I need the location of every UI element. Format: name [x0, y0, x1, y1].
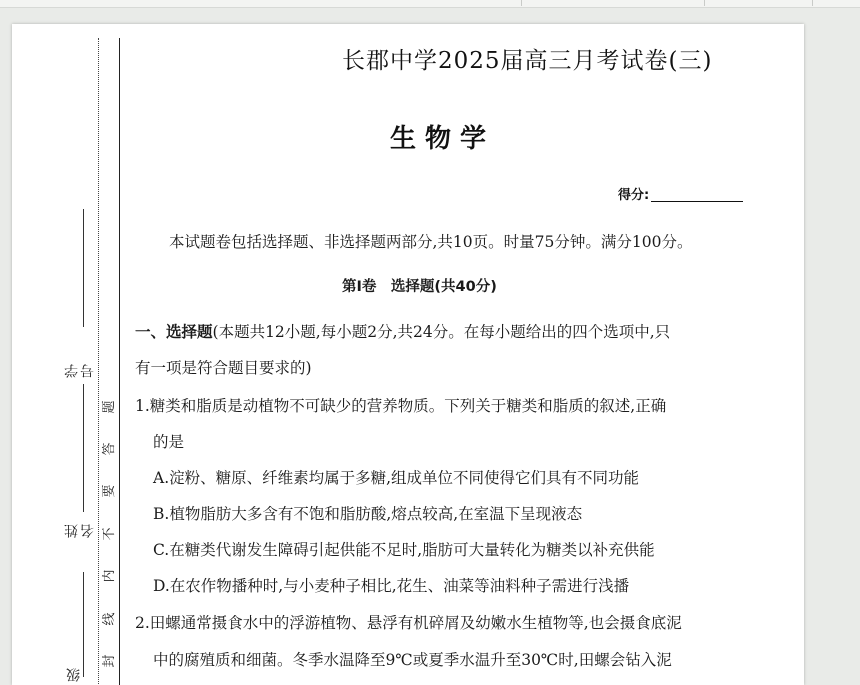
student-id-blank [83, 209, 84, 327]
q2-stem-cont: 中的腐殖质和细菌。冬季水温降至9℃或夏季水温升至30℃时,田螺会钻入泥 [153, 651, 672, 669]
exam-title: 长郡中学2025届高三月考试卷(三) [342, 48, 713, 74]
toolbar-divider [704, 0, 705, 6]
part-description-cont: 有一项是符合题目要求的) [135, 359, 312, 377]
dotted-seal-line [98, 38, 99, 685]
q1-option-d: D.在农作物播种时,与小麦种子相比,花生、油菜等油料种子需进行浅播 [153, 577, 630, 595]
score-blank [651, 201, 743, 202]
q1-option-a: A.淀粉、糖原、纤维素均属于多糖,组成单位不同使得它们具有不同功能 [153, 469, 640, 487]
subject-title: 生物学 [390, 124, 496, 154]
name-label: 姓 名 [64, 524, 96, 538]
section-title: 第Ⅰ卷 选择题(共40分) [342, 279, 497, 295]
seal-char: 题 [102, 400, 117, 414]
part-description: (本题共12小题,每小题2分,共24分。在每小题给出的四个选项中,只 [212, 323, 671, 341]
q1-stem-cont: 的是 [153, 433, 185, 451]
solid-margin-line [119, 38, 120, 685]
part-heading: 一、选择题 [135, 323, 213, 341]
q1-stem: 1.糖类和脂质是动植物不可缺少的营养物质。下列关于糖类和脂质的叙述,正确 [135, 397, 667, 415]
class-label: 级 [66, 668, 82, 682]
seal-char: 不 [102, 527, 117, 541]
seal-char: 答 [102, 442, 117, 456]
exam-page [12, 24, 804, 685]
q1-option-c: C.在糖类代谢发生障碍引起供能不足时,脂肪可大量转化为糖类以补充供能 [153, 541, 655, 559]
q1-option-b: B.植物脂肪大多含有不饱和脂肪酸,熔点较高,在室温下呈现液态 [153, 505, 583, 523]
seal-char: 内 [102, 569, 117, 583]
score-label: 得分: [618, 188, 650, 203]
viewer-toolbar [0, 0, 860, 8]
student-id-label: 学 号 [64, 364, 96, 378]
toolbar-divider [521, 0, 522, 6]
part-instructions [135, 320, 670, 342]
seal-char: 要 [102, 484, 117, 498]
seal-char: 线 [102, 612, 117, 626]
seal-char: 封 [102, 654, 117, 668]
class-blank [83, 572, 84, 677]
score-field [618, 184, 743, 203]
toolbar-divider [812, 0, 813, 6]
name-blank [83, 384, 84, 512]
q2-stem: 2.田螺通常摄食水中的浮游植物、悬浮有机碎屑及幼嫩水生植物等,也会摄食底泥 [135, 614, 682, 632]
exam-intro: 本试题卷包括选择题、非选择题两部分,共10页。时量75分钟。满分100分。 [169, 233, 693, 251]
